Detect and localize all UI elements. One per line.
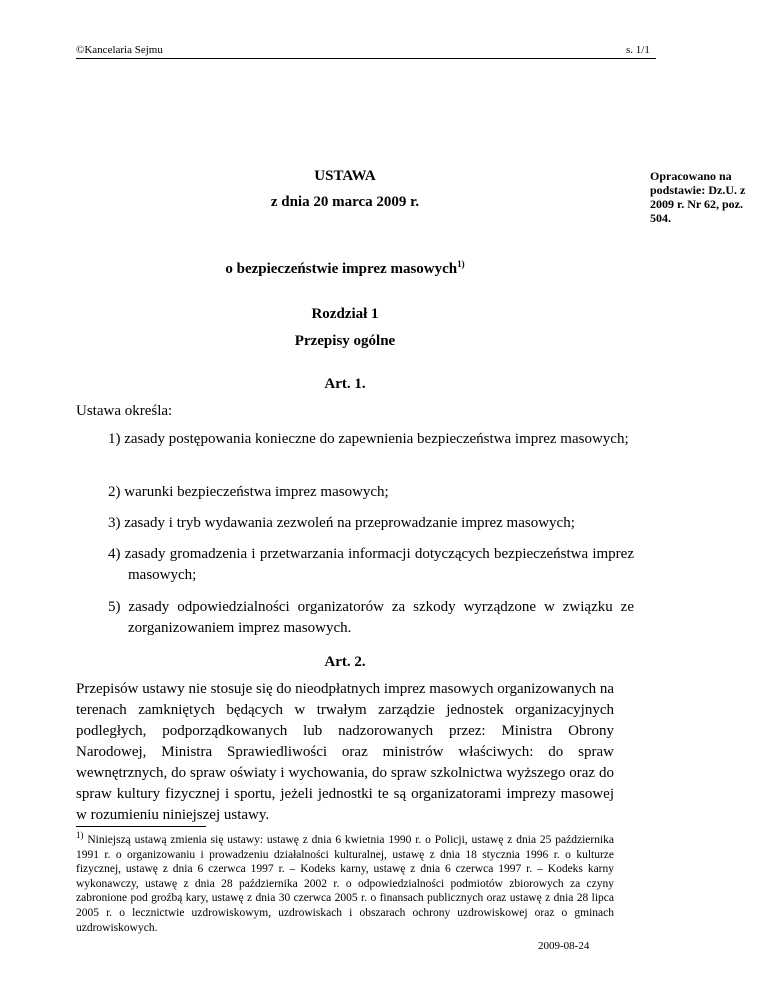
art1-item-5: 5) zasady odpowiedzialności organizatorów za szkody wyrządzone w związku ze zorganizowaniem imprez masowych. bbox=[108, 599, 634, 636]
chapter-number: Rozdział 1 bbox=[311, 306, 379, 322]
art2-heading: Art. 2. bbox=[324, 654, 366, 670]
subject-text: o bezpieczeństwie imprez masowych bbox=[225, 261, 458, 277]
art1-item-1: 1) zasady postępowania konieczne do zapewnienia bezpieczeństwa imprez masowych; bbox=[108, 431, 629, 447]
art1-item-3: 3) zasady i tryb wydawania zezwoleń na przeprowadzanie imprez masowych; bbox=[108, 515, 575, 531]
footnote-rule bbox=[76, 826, 206, 827]
art1-item-4: 4) zasady gromadzenia i przetwarzania informacji dotyczących bezpieczeństwa imprez masowych; bbox=[108, 546, 634, 583]
footer-date: 2009-08-24 bbox=[538, 940, 590, 952]
side-note: Opracowano na podstawie: Dz.U. z 2009 r. Nr 62, poz. 504. bbox=[650, 169, 746, 225]
footnote-text: Niniejszą ustawą zmienia się ustawy: ustawę z dnia 6 kwietnia 1990 r. o Policji, ustawę z dnia 25 października 1991 r. o organizowaniu i prowadzeniu działalności kulturalnej, ustawę z dnia 18 stycznia 1996 r. o kulturze fizycznej, ustawę z dnia 6 czerwca 1997 r. – Kodeks karny, ustawę z dnia 6 czerwca 1997 r. – Kodeks karny wykonawczy, ustawę z dnia 28 października 2002 r. o odpowiedzialności podmiotów zbiorowych za czyny zabronione pod groźbą kary, ustawę z dnia 30 czerwca 2005 r. o finansach publicznych oraz ustawę z dnia 28 lipca 2005 r. o lecznictwie uzdrowiskowym, uzdrowiskach i obszarach ochrony uzdrowiskowej oraz o gminach uzdrowiskowych. bbox=[76, 834, 614, 934]
act-title: USTAWA bbox=[314, 168, 376, 184]
art1-item-2: 2) warunki bezpieczeństwa imprez masowych; bbox=[108, 484, 389, 500]
header-rule bbox=[76, 58, 656, 59]
subject-footnote-mark: 1) bbox=[457, 259, 465, 269]
page-number: s. 1/1 bbox=[626, 44, 650, 56]
footnote bbox=[76, 830, 614, 935]
art1-heading: Art. 1. bbox=[324, 376, 366, 392]
chapter-name: Przepisy ogólne bbox=[294, 333, 396, 349]
act-subject bbox=[76, 261, 614, 278]
header-left: ©Kancelaria Sejmu bbox=[76, 44, 163, 56]
footnote-mark: 1) bbox=[76, 830, 84, 841]
art1-intro: Ustawa określa: bbox=[76, 403, 173, 419]
act-date: z dnia 20 marca 2009 r. bbox=[270, 194, 420, 210]
art2-text: Przepisów ustawy nie stosuje się do nieodpłatnych imprez masowych organizowanych na terenach zamkniętych będących w trwałym zarządzie jednostek organizacyjnych podległych, podporządkowanych lub nadzorowanych przez: Ministra Obrony Narodowej, Ministra Sprawiedliwości oraz ministrów właściwych: do spraw wewnętrznych, do spraw oświaty i wychowania, do spraw szkolnictwa wyższego oraz do spraw kultury fizycznej i sportu, jeżeli jednostki te są organizatorami imprezy masowej w rozumieniu niniejszej ustawy. bbox=[76, 681, 614, 823]
